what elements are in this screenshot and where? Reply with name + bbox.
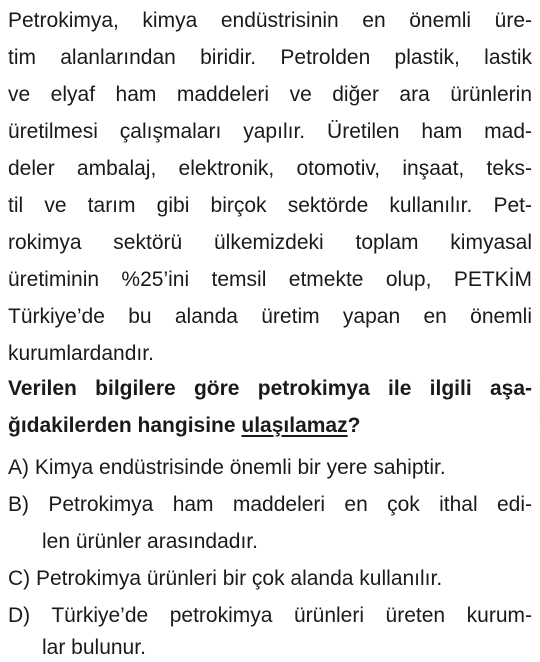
passage-line: rokimya sektörü ülkemizdeki toplam kimyasal <box>8 231 532 254</box>
option-c[interactable]: C) Petrokimya ürünleri bir çok alanda kullanılır. <box>8 567 443 590</box>
passage-line: Türkiye’de bu alanda üretim yapan en önemli <box>8 305 532 328</box>
question-keyword: ulaşılamaz <box>241 414 348 437</box>
option-a[interactable]: A) Kimya endüstrisinde önemli bir yere sahiptir. <box>8 456 446 479</box>
passage-line: Petrokimya, kimya endüstrisinin en önemli üre- <box>8 9 532 32</box>
option-d-continuation[interactable]: lar bulunur. <box>42 636 146 659</box>
passage-line: til ve tarım gibi birçok sektörde kullanılır. Pet- <box>8 194 532 217</box>
passage-line: üretilmesi çalışmaları yapılır. Üretilen ham mad- <box>8 120 532 143</box>
page-edge-shadow <box>536 378 540 426</box>
question-line-2 <box>8 414 360 438</box>
passage-line: ve elyaf ham maddeleri ve diğer ara ürünlerin <box>8 83 532 106</box>
question-line-1: Verilen bilgilere göre petrokimya ile ilgili aşa- <box>8 377 532 400</box>
question-prefix: ğıdakilerden hangisine <box>8 414 242 437</box>
passage-line: deler ambalaj, elektronik, otomotiv, inşaat, teks- <box>8 157 532 180</box>
option-d[interactable]: D) Türkiye’de petrokimya ürünleri üreten kurum- <box>8 604 532 627</box>
option-b[interactable]: B) Petrokimya ham maddeleri en çok ithal edi- <box>8 493 532 516</box>
passage-line: tim alanlarından biridir. Petrolden plastik, lastik <box>8 46 532 69</box>
option-b-continuation[interactable]: len ürünler arasındadır. <box>42 530 258 553</box>
passage-line: üretiminin %25’ini temsil etmekte olup, PETKİM <box>8 268 532 291</box>
question-mark: ? <box>347 414 361 437</box>
passage-line: kurumlardandır. <box>8 342 154 365</box>
